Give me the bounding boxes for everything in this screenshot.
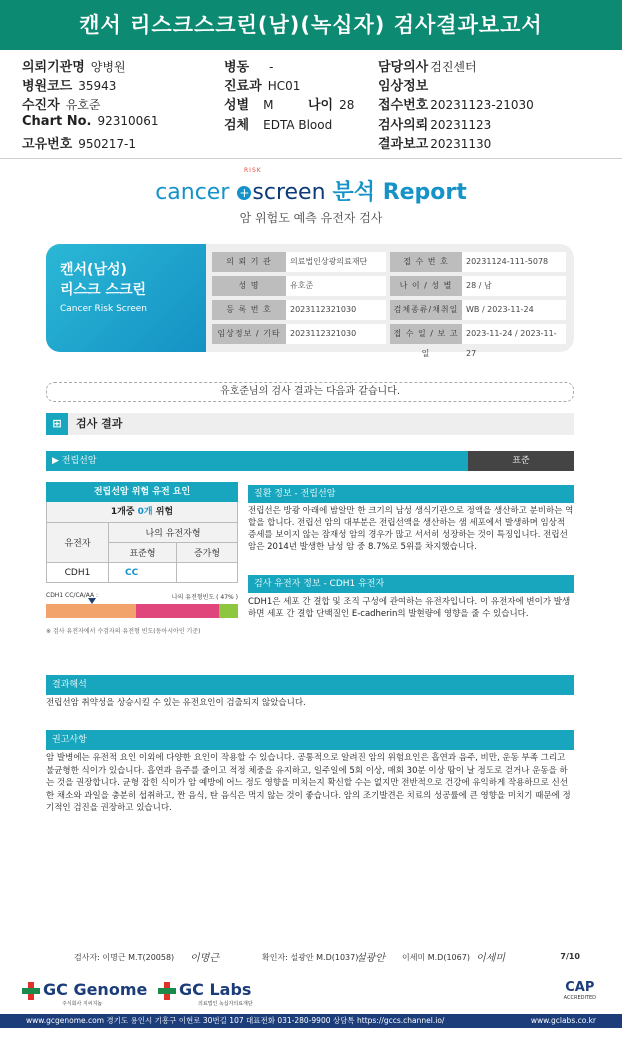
report-title-banner: 캔서 리스크스크린(남)(녹십자) 검사결과보고서 [0, 0, 622, 50]
frequency-marker-icon [88, 598, 96, 604]
footer-website-link[interactable]: www.gclabs.co.kr [530, 1016, 596, 1025]
disease-info-header: 질환 정보 - 전립선암 [248, 485, 574, 503]
tester-signature: 이명근 [190, 953, 219, 964]
header-field-department: 진료과 HC01 [224, 79, 301, 94]
patient-info-card [46, 244, 574, 358]
report-subtitle: 암 위험도 예측 유전자 검사 [239, 211, 383, 225]
risk-label: RISK [244, 167, 262, 174]
gene-risk-table: 전립선암 위험 유전 요인 1개중 0개 위험 유전자 나의 유전자형 표준형 증가형 CDH1 CC [46, 482, 238, 583]
gene-info-header: 검사 유전자 정보 - CDH1 유전자 [248, 575, 574, 593]
other-signature: 이세미 [476, 953, 505, 964]
header-field-ward: 병동 - [224, 60, 274, 75]
header-field-sex: 성별 M [224, 98, 274, 113]
header-field-chart-no: Chart No. 92310061 [22, 114, 159, 129]
cancer-type-bar: ▶ 전립선암 표준 [46, 451, 574, 471]
interpretation-header: 결과해석 [46, 675, 574, 695]
cancer-screen-logo: cancer + screen 분석 Report RISK [155, 167, 467, 205]
gene-info-text: CDH1은 세포 간 결합 및 조직 구성에 관여하는 유전자입니다. 이 유전자에 변이가 발생하면 세포 간 결합 단백질인 E-cadherin의 발현량에 영향을 줄 수 있습니다. [248, 597, 571, 619]
frequency-segment-standard [46, 604, 136, 618]
header-field-patient: 수진자 유호준 [22, 98, 101, 113]
frequency-segment-increased [136, 604, 219, 618]
plus-icon: + [239, 186, 250, 200]
frequency-note: ※ 검사 유전자에서 수검자의 유전형 빈도(동아시아인 기준) [46, 628, 201, 635]
info-row: 의 뢰 기 관 의료법인상광의료재단 접 수 번 호 20231124-111-5078 [212, 252, 566, 272]
recommendation-text: 암 발병에는 유전적 요인 이외에 다양한 요인이 작용할 수 있습니다. 공통적으로 알려진 암의 위험요인은 흡연과 음주, 비만, 운동 부족 그리고 불균형한 식이가 있습니다. 흡연과 음주를 줄이고 적정 체중을 유지하고, 일주일에 5회 이상, 매회 30분 이상 땀이 날 정도로 걷거나 운동을 하는 것을 권장합니다. 균형 잡힌 식이가 암 예방에 어느 정도 영향을 미치는지 확신할 수는 없지만 전반적으로 건강에 유익하게 작용하므로 신선한 채소와 과일을 충분히 섭취하고, 짠 음식, 탄 음식은 먹지 않는 것이 좋습니다. 암의 조기발견은 치료의 성공률에 큰 영향을 미치기 때문에 정기적인 검진을 권장하고 있습니다. [46, 753, 571, 813]
header-field-institution: 의뢰기관명 양병원 [22, 60, 126, 75]
header-field-specimen: 검체 EDTA Blood [224, 118, 333, 133]
risk-count: 1개중 0개 위험 [46, 502, 238, 522]
header-field-age: 나이 28 [308, 98, 355, 113]
info-row: 성 명 유호준 나 이 / 성 별 28 / 남 [212, 276, 566, 296]
frequency-segment-other [219, 604, 238, 618]
gc-genome-logo: GC Genome 주식회사 지씨지놈 [22, 980, 147, 1000]
interpretation-text: 전립선암 취약성을 상승시킬 수 있는 유전요인이 검출되지 않았습니다. [46, 698, 306, 708]
other-doctor-name: 이세미 M.D(1067) [402, 953, 470, 962]
info-row: 등 록 번 호 2023112321030 검체종류/채취일 WB / 2023-11-24 [212, 300, 566, 320]
product-title-panel: 캔서(남성) 리스크 스크린 Cancer Risk Screen [46, 244, 206, 352]
header-field-clinical-info: 임상정보 [378, 79, 429, 94]
cap-accredited-logo: CAP ACCREDITED [563, 980, 596, 1001]
header-field-report-date: 결과보고 20231130 [378, 137, 492, 152]
info-row: 임상정보 / 기타 2023112321030 접 수 일 / 보 고 일 2023-11-24 / 2023-11-27 [212, 324, 566, 344]
document-plus-icon: ⊞ [46, 413, 68, 435]
result-notice: 유호준님의 검사 결과는 다음과 같습니다. [46, 382, 574, 402]
section-test-results: ⊞ 검사 결과 [46, 413, 574, 435]
confirmer-name: 확인자: 설광안 M.D(1037) [262, 953, 359, 962]
gc-cross-icon [22, 982, 40, 1000]
gc-cross-icon [158, 982, 176, 1000]
patient-header [0, 56, 622, 152]
footer-contact: www.gcgenome.com 경기도 용인시 기흥구 이현로 30번길 107 대표전화 031-280-9900 상담톡 https://gccs.channel.io/ [26, 1016, 445, 1025]
recommendation-header: 권고사항 [46, 730, 574, 750]
logo-bar [22, 980, 602, 1010]
tester-name: 검사자: 이명근 M.T(20058) [74, 953, 175, 962]
confirmer-signature: 설광안 [356, 953, 385, 964]
genotype-value: CC [109, 563, 177, 583]
header-field-request-date: 검사의뢰 20231123 [378, 118, 492, 133]
page-number: 7/10 [560, 952, 580, 961]
disease-info-text: 전립선은 방광 아래에 밤알만 한 크기의 남성 생식기관으로 정액을 생산하고 분비하는 역할을 합니다. 전립선 암의 대부분은 전립선액을 생산하는 샘 세포에서 발생하며 임상적 증세를 보이지 않는 잠재성 암의 경우가 많고 서서히 성장하는 것이 특징입니다. 전립선암은 2014년 발생한 남성 암 중 8.7%로 5위를 차지했습니다. [248, 506, 574, 552]
gene-name: CDH1 [47, 563, 109, 583]
header-divider [0, 158, 622, 159]
gc-labs-logo: GC Labs 의료법인 녹십자의료재단 [158, 980, 251, 1000]
header-field-unique-no: 고유번호 950217-1 [22, 137, 137, 152]
header-field-hospital-code: 병원코드 35943 [22, 79, 117, 94]
header-field-doctor: 담당의사 검진센터 [378, 60, 477, 75]
footer-bar [0, 1014, 622, 1028]
risk-status-badge: 표준 [468, 451, 574, 471]
header-field-receipt-no: 접수번호 20231123-21030 [378, 98, 534, 113]
